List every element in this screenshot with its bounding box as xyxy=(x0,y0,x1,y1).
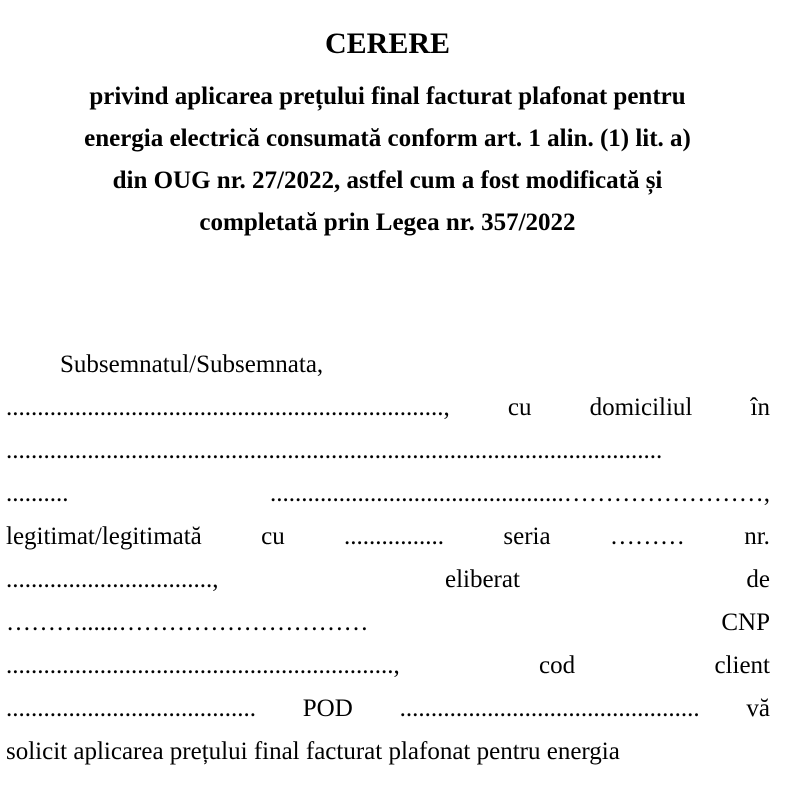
body-word: cod xyxy=(539,652,576,679)
document-subtitle xyxy=(0,76,775,244)
fill-in-blank: .............................................................., xyxy=(6,652,400,679)
body-line xyxy=(6,730,770,773)
subtitle-line: energia electrică consumată conform art. 1 alin. (1) lit. a) xyxy=(84,125,691,152)
body-line xyxy=(6,472,770,515)
body-line xyxy=(6,386,770,429)
body-line xyxy=(6,687,770,730)
body-text: Subsemnatul/Subsemnata, xyxy=(60,351,324,378)
body-word: client xyxy=(714,652,770,679)
fill-in-blank: ................ xyxy=(344,523,445,550)
fill-in-blank: ................................., xyxy=(6,566,219,593)
fill-in-blank: ................................................ xyxy=(399,695,700,722)
body-line xyxy=(6,429,770,472)
document-title: CERERE xyxy=(324,27,451,60)
body-word: nr. xyxy=(744,523,770,550)
fill-in-blank: .......... xyxy=(6,480,69,507)
body-word: seria xyxy=(503,523,551,550)
fill-in-blank: ……… xyxy=(609,523,685,550)
body-line xyxy=(6,558,770,601)
document-body xyxy=(6,343,770,773)
body-line xyxy=(6,601,770,644)
body-word: cu xyxy=(507,394,532,421)
body-word: de xyxy=(746,566,770,593)
body-word: în xyxy=(750,394,770,421)
subtitle-line: completată prin Legea nr. 357/2022 xyxy=(199,209,576,236)
fill-in-blank: ...............................................……………………, xyxy=(270,480,770,507)
fill-in-blank: ......................................................................, xyxy=(6,394,450,421)
body-line xyxy=(6,644,770,687)
body-word: vă xyxy=(746,695,770,722)
body-word: CNP xyxy=(721,609,770,636)
body-line xyxy=(6,515,770,558)
body-line xyxy=(6,343,770,386)
body-word: cu xyxy=(261,523,285,550)
body-text: solicit aplicarea prețului final facturat plafonat pentru energia xyxy=(6,738,620,765)
body-word: POD xyxy=(302,695,353,722)
subtitle-line: din OUG nr. 27/2022, astfel cum a fost modificată și xyxy=(112,167,663,194)
fill-in-blank: ......................................................................................................... xyxy=(6,437,663,464)
fill-in-blank: ........................................ xyxy=(6,695,256,722)
body-word: domiciliul xyxy=(589,394,693,421)
body-word: eliberat xyxy=(444,566,520,593)
body-word: legitimat/legitimată xyxy=(6,523,202,550)
subtitle-line: privind aplicarea prețului final facturat plafonat pentru xyxy=(89,83,686,110)
fill-in-blank: ………......………………………… xyxy=(6,609,369,636)
